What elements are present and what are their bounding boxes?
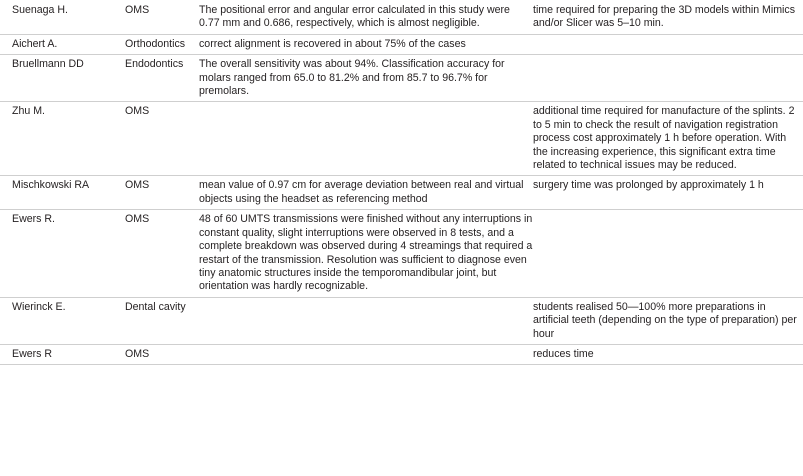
domain-cell: Dental cavity [125, 297, 199, 344]
domain-cell: OMS [125, 210, 199, 297]
table-row [0, 0, 803, 34]
author-cell: Aichert A. [0, 34, 125, 54]
result-cell [199, 344, 533, 364]
author-cell: Wierinck E. [0, 297, 125, 344]
table-row [0, 210, 803, 297]
domain-cell: Orthodontics [125, 34, 199, 54]
table-row [0, 297, 803, 344]
author-cell: Bruellmann DD [0, 55, 125, 102]
result-cell: The overall sensitivity was about 94%. Classification accuracy for molars ranged from 65.0 to 81.2% and from 85.7 to 96.7% for premolars. [199, 55, 533, 102]
table-row [0, 176, 803, 210]
domain-cell: OMS [125, 102, 199, 176]
table-row [0, 102, 803, 176]
result-cell [199, 297, 533, 344]
domain-cell: OMS [125, 176, 199, 210]
time-cell: surgery time was prolonged by approximately 1 h [533, 176, 803, 210]
domain-cell: OMS [125, 0, 199, 34]
table-row [0, 344, 803, 364]
result-cell: mean value of 0.97 cm for average deviation between real and virtual objects using the headset as referencing method [199, 176, 533, 210]
domain-cell: Endodontics [125, 55, 199, 102]
time-cell: time required for preparing the 3D models within Mimics and/or Slicer was 5–10 min. [533, 0, 803, 34]
time-cell: students realised 50—100% more preparations in artificial teeth (depending on the type of preparation) per hour [533, 297, 803, 344]
time-cell: additional time required for manufacture of the splints. 2 to 5 min to check the result of navigation registration process cost approximately 1 h before operation. With the increasing experience, this significant extra time related to technical issues may be reduced. [533, 102, 803, 176]
result-cell: correct alignment is recovered in about 75% of the cases [199, 34, 533, 54]
domain-cell: OMS [125, 344, 199, 364]
author-cell: Suenaga H. [0, 0, 125, 34]
time-cell [533, 55, 803, 102]
time-cell: reduces time [533, 344, 803, 364]
time-cell [533, 210, 803, 297]
time-cell [533, 34, 803, 54]
author-cell: Zhu M. [0, 102, 125, 176]
result-cell: 48 of 60 UMTS transmissions were finished without any interruptions in constant quality, slight interruptions were observed in 8 tests, and a complete breakdown was observed during 4 streamings that required a restart of the transmission. Resolution was sufficient to diagnose even tiny anatomic structures inside the temporomandibular joint, but orientation was hardly recognizable. [199, 210, 533, 297]
result-cell: The positional error and angular error calculated in this study were 0.77 mm and 0.686, respectively, which is almost negligible. [199, 0, 533, 34]
table-row [0, 34, 803, 54]
author-cell: Mischkowski RA [0, 176, 125, 210]
author-cell: Ewers R. [0, 210, 125, 297]
table-row [0, 55, 803, 102]
author-cell: Ewers R [0, 344, 125, 364]
result-cell [199, 102, 533, 176]
